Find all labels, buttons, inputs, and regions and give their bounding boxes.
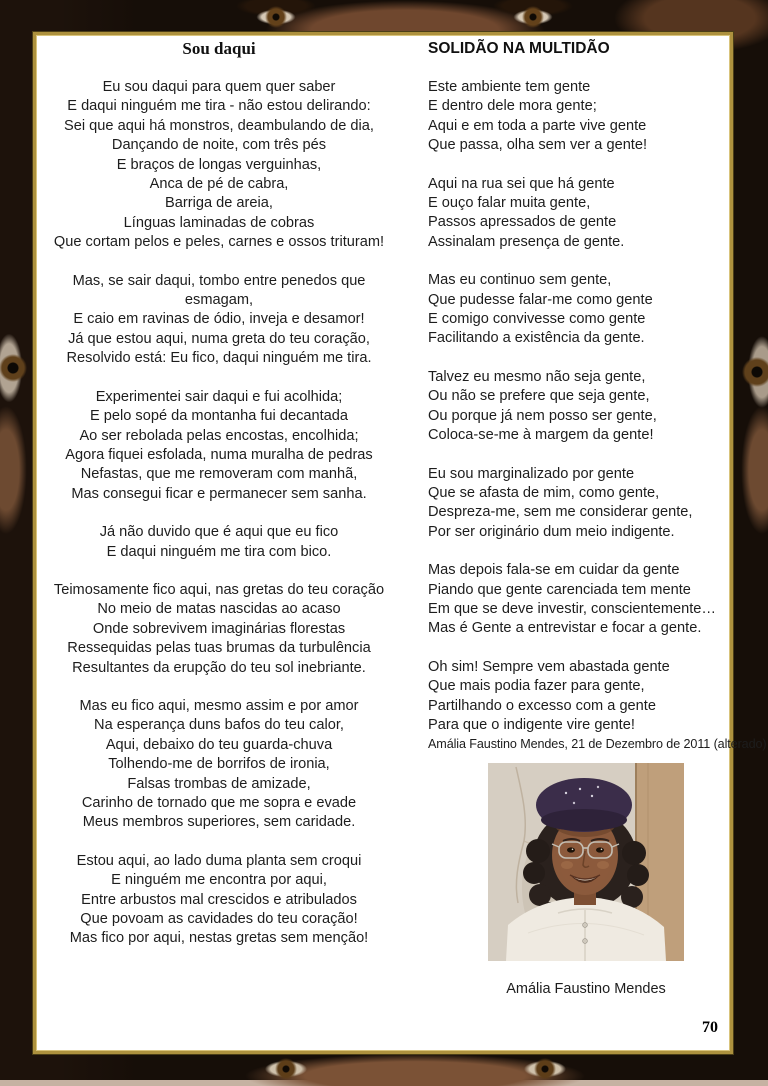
poem-line: Em que se deve investir, conscientemente… [428,600,716,617]
portrait-photo [488,763,684,966]
poem-line: Onde sobrevivem imaginárias florestas [92,620,346,637]
poem-line: Coloca-se-me à margem da gente! [428,427,654,444]
left-poem-title: Sou daqui [182,39,256,58]
poem-line: Este ambiente tem gente [428,79,591,95]
stanza [428,561,720,639]
poem-line: Que passa, olha sem ver a gente! [428,137,648,154]
poem-line: Mas eu fico aqui, mesmo assim e por amor [79,697,359,714]
poem-line: Anca de pé de cabra, [149,176,289,193]
poem-line: E caio em ravinas de ódio, inveja e desamor! [73,311,365,328]
poem-line: Estou aqui, ao lado duma planta sem croqui [76,852,362,869]
poem-line: Sei que aqui há monstros, deambulando de dia, [64,117,374,134]
poem-line: Assinalam presença de gente. [428,233,625,250]
poem-line: Que povoam as cavidades do teu coração! [80,911,358,928]
poem-line: Dançando de noite, com três pés [111,137,327,154]
poem-line: Línguas laminadas de cobras [123,214,315,231]
poem-line: Por ser originário dum meio indigente. [428,523,675,540]
poem-line: Ao ser rebolada pelas encostas, encolhida; [79,427,359,444]
stanza [46,388,392,504]
poem-line: Ressequidas pelas tuas brumas da turbulência [67,640,371,657]
left-poem-column [46,40,392,1051]
right-poem-column [392,40,767,1051]
photo-caption: Amália Faustino Mendes [506,981,666,998]
stanza [428,465,720,543]
poem-line: Facilitando a existência da gente. [428,330,645,347]
poem-line: E comigo convivesse como gente [428,311,646,328]
poem-line: Resolvido está: Eu fico, daqui ninguém me tira. [66,350,372,367]
stanza [46,852,392,949]
poem-line: Agora fiquei esfolada, numa muralha de pedras [65,446,373,463]
poem-line: Mas eu continuo sem gente, [428,272,612,289]
stanza [46,78,392,253]
poem-line: Que se afasta de mim, como gente, [428,484,660,501]
poem-line: Ou porque já nem posso ser gente, [428,407,657,424]
poem-line: Nefastas, que me removeram com manhã, [80,466,358,483]
poem-line: Mas depois fala-se em cuidar da gente [428,562,680,579]
poem-line: Que cortam pelos e peles, carnes e ossos trituram! [53,234,385,251]
poem-line: E ninguém me encontra por aqui, [111,872,327,889]
poem-line: Resultantes da erupção do teu sol inebriante. [72,659,366,676]
poem-line: Mas consegui ficar e permanecer sem sanha. [71,485,367,502]
stanza [428,175,720,253]
stanza [46,523,392,562]
page-number: 70 [702,1019,718,1036]
poem-line: Na esperança duns bafos do teu calor, [94,717,344,734]
poem-line: Talvez eu mesmo não seja gente, [428,368,646,385]
poem-line: Barriga de areia, [165,195,273,212]
poem-line: Falsas trombas de amizade, [127,775,311,792]
poem-line: Mas, se sair daqui, tombo entre penedos que [72,272,366,289]
poem-line: Carinho de tornado que me sopra e evade [81,795,357,811]
poem-line: E braços de longas verguinhas, [116,156,322,173]
stanza [46,272,392,369]
poem-line: Oh sim! Sempre vem abastada gente [428,658,670,675]
document-page [33,32,767,1054]
poem-line: Já não duvido que é aqui que eu fico [99,524,339,541]
poem-line: Eu sou daqui para quem quer saber [102,79,336,95]
right-poem-title: SOLIDÃO NA MULTIDÃO [428,40,610,57]
page-content [36,35,767,1051]
poem-line: Mas é Gente a entrevistar e focar a gente. [428,620,702,637]
poem-line: Que mais podia fazer para gente, [428,678,645,695]
poem-line: Passos apressados de gente [428,214,617,231]
poem-line: E daqui ninguém me tira com bico. [106,543,332,560]
left-poem-body [46,78,392,949]
stanza [46,697,392,833]
poem-line: Meus membros superiores, sem caridade. [82,814,356,831]
poem-line: E pelo sopé da montanha fui decantada [89,408,349,425]
poem-line: Despreza-me, sem me considerar gente, [428,504,693,521]
poem-line: Tolhendo-me de borrifos de ironia, [108,756,330,773]
poem-line: E daqui ninguém me tira - não estou delirando: [67,98,371,115]
poem-line: Aqui, debaixo do teu guarda-chuva [105,736,333,753]
right-poem-body [428,78,720,735]
poem-line: Teimosamente fico aqui, nas gretas do teu coração [53,581,385,598]
poem-line: Já que estou aqui, numa greta do teu coração, [68,330,370,347]
stanza [428,271,720,349]
poem-line: Para que o indigente vire gente! [428,716,635,733]
poem-line: Entre arbustos mal crescidos e atribulados [81,891,357,908]
poem-line: Partilhando o excesso com a gente [428,697,656,714]
stanza [46,581,392,678]
poem-line: esmagam, [184,292,254,309]
poem-line: No meio de matas nascidas ao acaso [97,601,341,618]
portrait-photo-image [488,763,684,961]
poem-line: E ouço falar muita gente, [428,195,591,212]
poem-line: Experimentei sair daqui e fui acolhida; [95,388,343,405]
stanza [428,368,720,446]
stanza [428,78,720,156]
poem-line: Aqui e em toda a parte vive gente [428,117,647,134]
stanza [428,658,720,736]
poem-line: Aqui na rua sei que há gente [428,175,615,192]
author-attribution: Amália Faustino Mendes, 21 de Dezembro de 2011 (alterado) [428,737,767,752]
poem-line: Ou não se prefere que seja gente, [428,388,650,405]
poem-line: Que pudesse falar-me como gente [428,291,653,308]
poem-line: E dentro dele mora gente; [428,98,597,115]
poem-line: Eu sou marginalizado por gente [428,465,635,482]
poem-line: Mas fico por aqui, nestas gretas sem menção! [69,930,369,947]
poem-line: Piando que gente carenciada tem mente [428,581,691,598]
